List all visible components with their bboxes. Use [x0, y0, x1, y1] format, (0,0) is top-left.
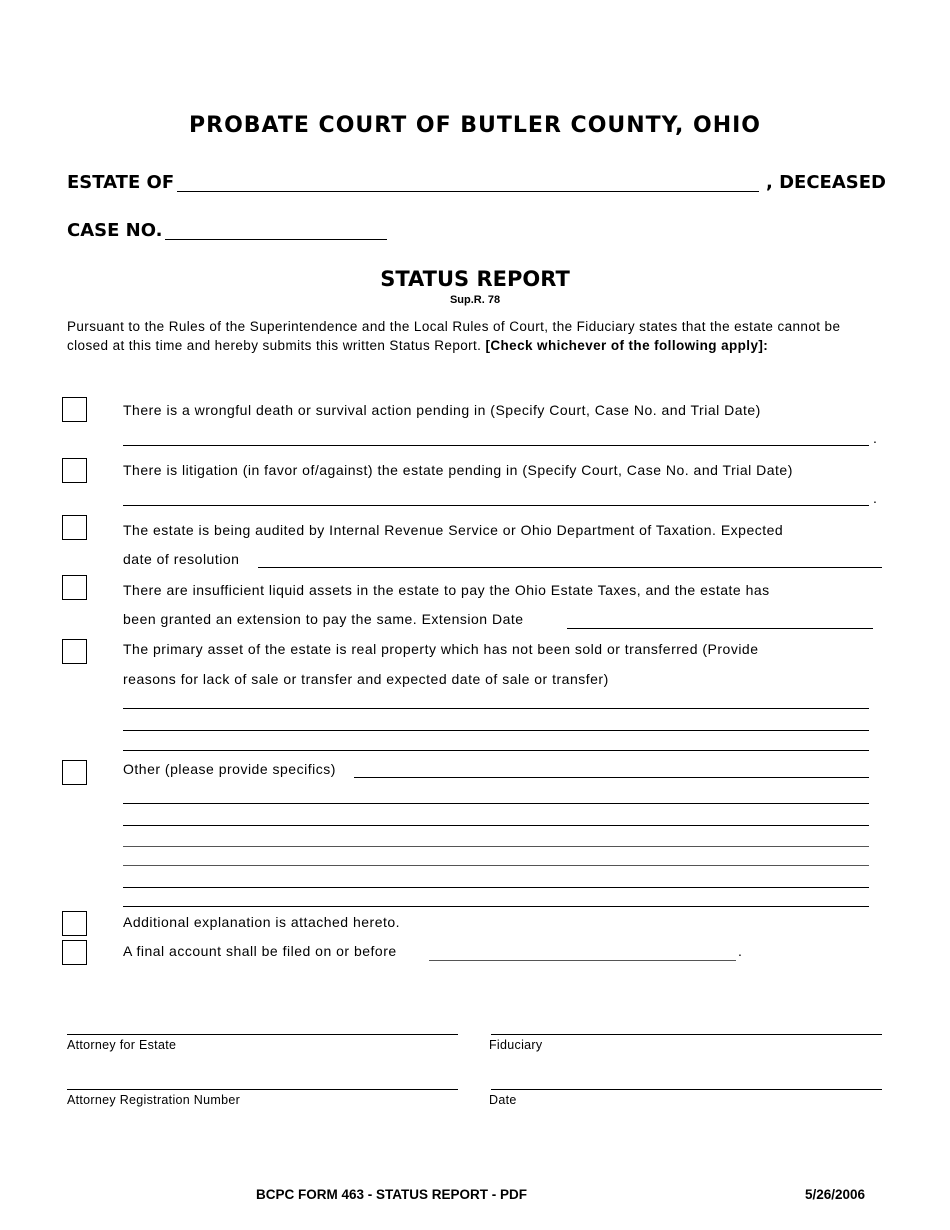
final-account-date-field[interactable] [429, 960, 736, 961]
attorney-registration-label: Attorney Registration Number [67, 1093, 241, 1107]
court-title: PROBATE COURT OF BUTLER COUNTY, OHIO [189, 113, 761, 138]
intro-text: Pursuant to the Rules of the Superintendence and the Local Rules of Court, the Fiduciary states that the estate cannot be closed at this time and hereby submits this written Status Report. [67, 319, 841, 353]
audit-checkbox[interactable] [62, 515, 87, 540]
final-account-period: . [738, 943, 742, 959]
revision-date: 5/26/2006 [805, 1187, 866, 1202]
wrongful-death-label: There is a wrongful death or survival action pending in (Specify Court, Case No. and Trial Date) [123, 402, 761, 418]
case-no-label: CASE NO. [67, 220, 163, 241]
real-property-field-1[interactable] [123, 708, 869, 709]
intro-paragraph [67, 317, 877, 355]
final-account-label: A final account shall be filed on or before [123, 943, 397, 959]
estate-name-field[interactable] [177, 191, 759, 192]
other-checkbox[interactable] [62, 760, 87, 785]
litigation-checkbox[interactable] [62, 458, 87, 483]
attorney-label: Attorney for Estate [67, 1038, 177, 1052]
other-field-1[interactable] [354, 777, 869, 778]
fiduciary-label: Fiduciary [489, 1038, 543, 1052]
final-account-checkbox[interactable] [62, 940, 87, 965]
intro-instruction: [Check whichever of the following apply]: [485, 338, 769, 353]
rule-reference: Sup.R. 78 [449, 294, 501, 306]
other-field-6[interactable] [123, 887, 869, 888]
other-field-2[interactable] [123, 803, 869, 804]
liquid-assets-label-line2: been granted an extension to pay the same. Extension Date [123, 611, 524, 627]
additional-explanation-checkbox[interactable] [62, 911, 87, 936]
audit-label-line1: The estate is being audited by Internal Revenue Service or Ohio Department of Taxation. Expected [123, 522, 784, 538]
case-no-field[interactable] [165, 239, 387, 240]
form-id: BCPC FORM 463 - STATUS REPORT - PDF [256, 1187, 528, 1202]
date-signature-line[interactable] [491, 1089, 882, 1090]
other-field-4[interactable] [123, 846, 869, 847]
date-label: Date [489, 1093, 517, 1107]
additional-explanation-label: Additional explanation is attached hereto. [123, 914, 401, 930]
wrongful-death-period: . [873, 430, 877, 446]
liquid-assets-checkbox[interactable] [62, 575, 87, 600]
other-field-3[interactable] [123, 825, 869, 826]
audit-label-line2: date of resolution [123, 551, 240, 567]
real-property-field-2[interactable] [123, 730, 869, 731]
other-label: Other (please provide specifics) [123, 761, 336, 777]
resolution-date-field[interactable] [258, 567, 882, 568]
litigation-field[interactable] [123, 505, 869, 506]
other-field-5[interactable] [123, 865, 869, 866]
extension-date-field[interactable] [567, 628, 873, 629]
estate-of-label: ESTATE OF [67, 172, 175, 193]
attorney-registration-line[interactable] [67, 1089, 458, 1090]
litigation-label: There is litigation (in favor of/against) the estate pending in (Specify Court, Case No. and Trial Date) [123, 462, 793, 478]
report-title: STATUS REPORT [380, 267, 570, 291]
real-property-label-line2: reasons for lack of sale or transfer and expected date of sale or transfer) [123, 671, 609, 687]
wrongful-death-field[interactable] [123, 445, 869, 446]
real-property-field-3[interactable] [123, 750, 869, 751]
real-property-checkbox[interactable] [62, 639, 87, 664]
fiduciary-signature-line[interactable] [491, 1034, 882, 1035]
deceased-label: , DECEASED [766, 172, 886, 193]
real-property-label-line1: The primary asset of the estate is real property which has not been sold or transferred (Provide [123, 641, 759, 657]
other-field-7[interactable] [123, 906, 869, 907]
wrongful-death-checkbox[interactable] [62, 397, 87, 422]
attorney-signature-line[interactable] [67, 1034, 458, 1035]
litigation-period: . [873, 490, 877, 506]
liquid-assets-label-line1: There are insufficient liquid assets in the estate to pay the Ohio Estate Taxes, and the estate has [123, 582, 770, 598]
